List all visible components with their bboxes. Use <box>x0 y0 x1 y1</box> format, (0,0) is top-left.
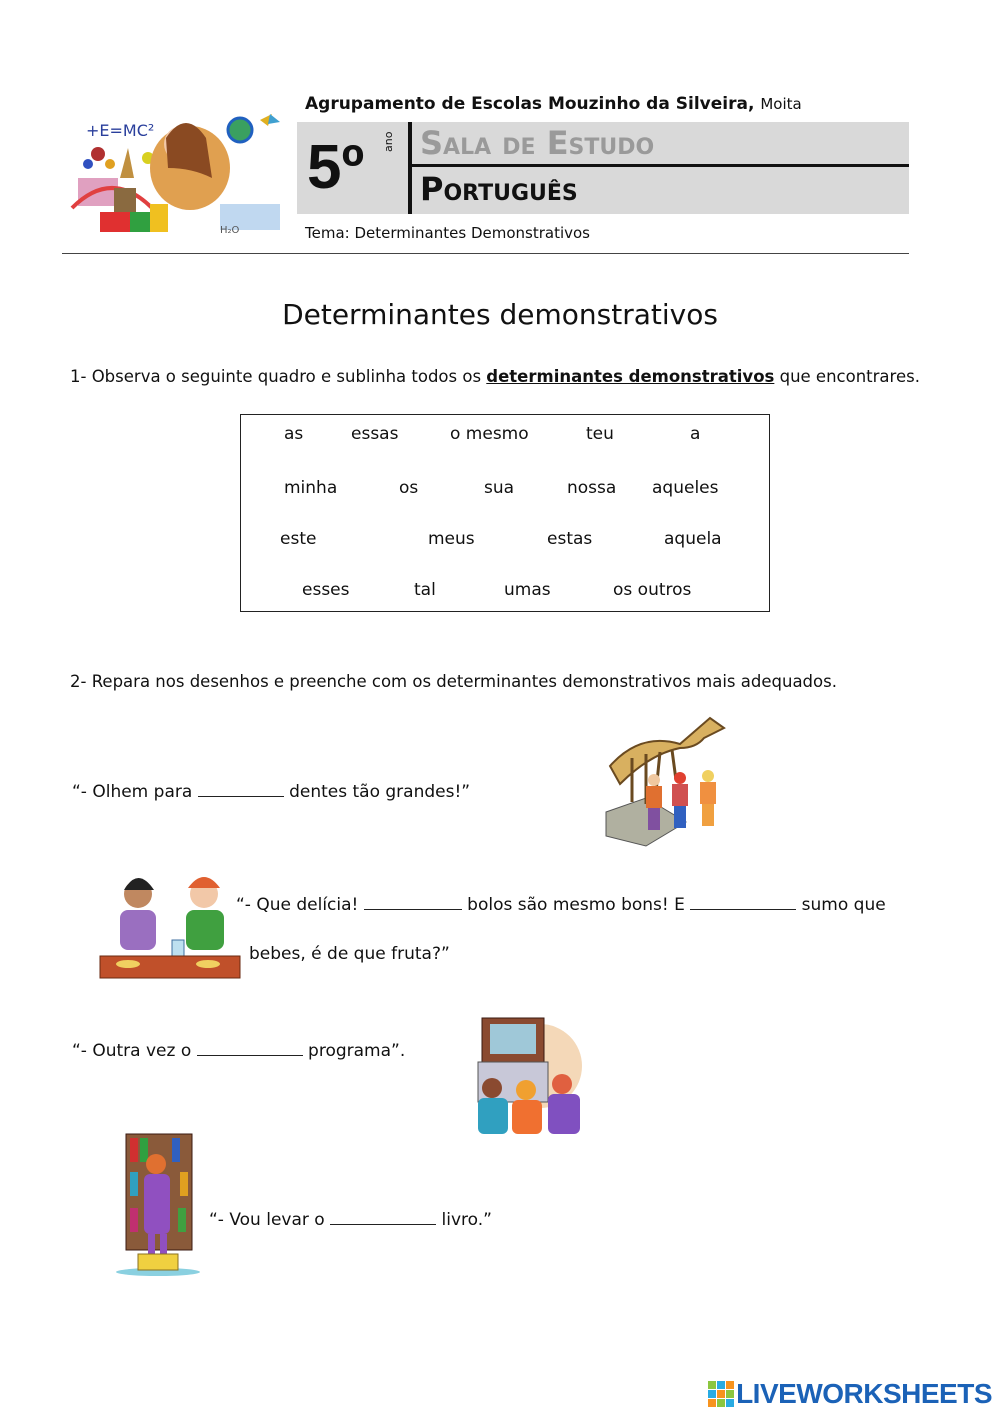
sentence-1: “- Olhem para dentes tão grandes!” <box>72 782 471 802</box>
page-title: Determinantes demonstrativos <box>282 298 718 331</box>
word-item[interactable]: umas <box>504 580 551 600</box>
grade-suffix: ano <box>382 131 395 152</box>
answer-blank-4[interactable] <box>197 1041 303 1056</box>
word-item[interactable]: minha <box>284 478 338 498</box>
word-item[interactable]: a <box>690 424 701 444</box>
answer-blank-1[interactable] <box>198 782 284 797</box>
answer-blank-5[interactable] <box>330 1210 436 1225</box>
dinosaur-museum-illustration <box>602 706 732 848</box>
topic-line: Tema: Determinantes Demonstrativos <box>305 224 590 242</box>
word-item[interactable]: tal <box>414 580 436 600</box>
exercise1-keyword: determinantes demonstrativos <box>486 367 775 386</box>
children-eating-illustration <box>96 870 244 990</box>
sentence-3: “- Outra vez o programa”. <box>72 1041 406 1061</box>
sentence-2-line-1: “- Que delícia! bolos são mesmo bons! E sumo que <box>236 895 886 915</box>
answer-blank-3[interactable] <box>690 895 796 910</box>
svg-text:+E=MC²: +E=MC² <box>86 121 155 140</box>
word-item[interactable]: os <box>399 478 419 498</box>
exercise1-instruction: 1- Observa o seguinte quadro e sublinha todos os determinantes demonstrativos que encontrares. <box>70 367 920 386</box>
header-divider-vertical <box>408 122 412 214</box>
school-name: Agrupamento de Escolas Mouzinho da Silveira, Moita <box>305 94 802 114</box>
child-bookshelf-illustration <box>112 1128 202 1278</box>
children-watching-tv-illustration <box>468 1014 592 1138</box>
liveworksheets-mark-icon <box>708 1381 734 1407</box>
word-item[interactable]: esses <box>302 580 350 600</box>
word-item[interactable]: essas <box>351 424 399 444</box>
word-item[interactable]: nossa <box>567 478 617 498</box>
answer-blank-2[interactable] <box>364 895 462 910</box>
word-item[interactable]: meus <box>428 529 475 549</box>
word-item[interactable]: os outros <box>613 580 692 600</box>
word-item[interactable]: teu <box>586 424 614 444</box>
word-item[interactable]: aquela <box>664 529 722 549</box>
liveworksheets-logo: LIVEWORKSHEETS <box>708 1378 992 1410</box>
subject-study-room: Sala de Estudo <box>420 124 655 162</box>
exercise2-instruction: 2- Repara nos desenhos e preenche com os determinantes demonstrativos mais adequados. <box>70 672 837 691</box>
word-item[interactable]: aqueles <box>652 478 719 498</box>
header-rule <box>62 253 909 254</box>
word-item[interactable]: as <box>284 424 304 444</box>
header-divider-horizontal <box>412 164 909 167</box>
sentence-4: “- Vou levar o livro.” <box>209 1210 492 1230</box>
word-item[interactable]: o mesmo <box>450 424 529 444</box>
school-town: Moita <box>760 95 802 113</box>
header-illustration <box>70 108 290 238</box>
svg-text:H₂O: H₂O <box>220 225 240 236</box>
subject-portuguese: Português <box>420 170 578 208</box>
word-item[interactable]: sua <box>484 478 515 498</box>
sentence-2-line-2: bebes, é de que fruta?” <box>249 944 450 964</box>
word-item[interactable]: este <box>280 529 317 549</box>
grade-label: 5º <box>307 133 365 202</box>
word-item[interactable]: estas <box>547 529 593 549</box>
